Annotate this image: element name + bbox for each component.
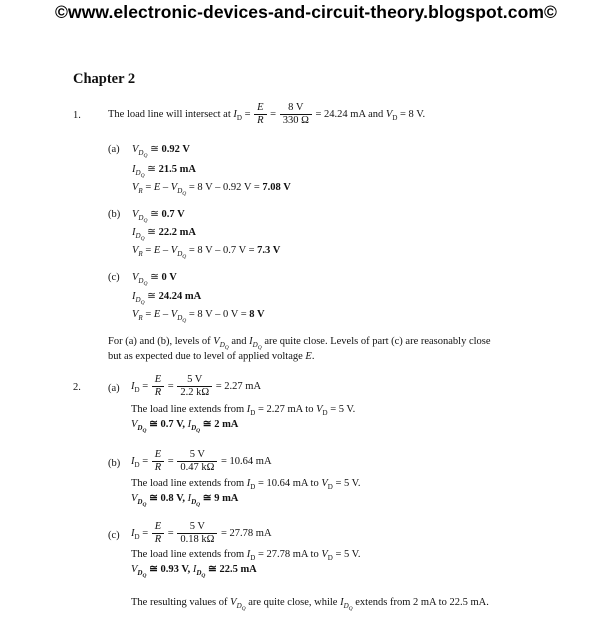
part-2b-label: (b) (108, 458, 121, 469)
part-2a-label: (a) (108, 383, 120, 394)
part-2b-equation: $I_D$ = $\frac{E}{R}$ = $\frac{5 V}{0.47 k\Omega}$ = 10.64 mA (131, 449, 272, 473)
part-1b-vdq: $V_{D_Q}$ ≅ 0.7 V (132, 209, 185, 224)
part-2a-equation: $I_D$ = $\frac{E}{R}$ = $\frac{5 V}{2.2 k\Omega}$ = 2.27 mA (131, 374, 262, 398)
part-1b-idq: $I_{D_Q}$ ≅ 22.2 mA (132, 227, 196, 242)
problem-2-conclusion: The resulting values of $V_{D_Q}$ are quite close, while $I_{D_Q}$ extends from 2 mA to 22.5 mA. (131, 597, 489, 612)
part-1a-vdq: $V_{D_Q}$ ≅ 0.92 V (132, 144, 190, 159)
problem-1-note-line-1: For (a) and (b), levels of $V_{D_Q}$ and $I_{D_Q}$ are quite close. Levels of part (c) are reasonably close (108, 336, 491, 351)
part-1c-label: (c) (108, 272, 120, 283)
part-2b-q-point: $V_{D_Q}$ ≅ 0.8 V, $I_{D_Q}$ ≅ 9 mA (131, 493, 239, 508)
part-2a-loadline: The load line extends from $I_D = 2.27$ mA to $V_D = 5$ V. (131, 404, 356, 417)
part-1c-vr: $V_R = E - V_{D_Q} = 8$ V – 0 V = 8 V (132, 309, 265, 324)
blog-banner: ©www.electronic-devices-and-circuit-theory.blogspot.com© (54, 2, 558, 22)
fraction-e-over-r: $\frac{E}{R}$ (254, 102, 266, 127)
problem-1-number: 1. (73, 110, 81, 121)
part-1c-idq: $I_{D_Q}$ ≅ 24.24 mA (132, 291, 202, 306)
part-1b-label: (b) (108, 209, 121, 220)
chapter-title: Chapter 2 (73, 71, 136, 87)
fraction-8v-over-330: $\frac{8 V}{330 \Omega}$ (280, 102, 312, 127)
part-2c-label: (c) (108, 530, 120, 541)
part-2c-loadline: The load line extends from $I_D = 27.78$ mA to $V_D = 5$ V. (131, 549, 361, 562)
part-2c-q-point: $V_{D_Q}$ ≅ 0.93 V, $I_{D_Q}$ ≅ 22.5 mA (131, 564, 257, 579)
part-2a-q-point: $V_{D_Q}$ ≅ 0.7 V, $I_{D_Q}$ ≅ 2 mA (131, 419, 239, 434)
part-2b-loadline: The load line extends from $I_D = 10.64$ mA to $V_D = 5$ V. (131, 478, 361, 491)
part-1c-vdq: $V_{D_Q}$ ≅ 0 V (132, 272, 177, 287)
problem-1-statement: The load line will intersect at $I_D$ = $\frac{E}{R}$ = $\frac{8 V}{330 \Omega}$ = 24.24 mA and $V_D = 8$ V. (108, 102, 426, 126)
problem-2-number: 2. (73, 382, 81, 393)
problem-1-note-line-2: but as expected due to level of applied voltage E. (108, 351, 315, 362)
part-2c-equation: $I_D$ = $\frac{E}{R}$ = $\frac{5 V}{0.18 k\Omega}$ = 27.78 mA (131, 521, 272, 545)
part-1a-idq: $I_{D_Q}$ ≅ 21.5 mA (132, 164, 196, 179)
part-1a-vr: $V_R = E - V_{D_Q} = 8$ V – 0.92 V = 7.08 V (132, 182, 291, 197)
part-1a-label: (a) (108, 144, 120, 155)
part-1b-vr: $V_R = E - V_{D_Q} = 8$ V – 0.7 V = 7.3 V (132, 245, 281, 260)
